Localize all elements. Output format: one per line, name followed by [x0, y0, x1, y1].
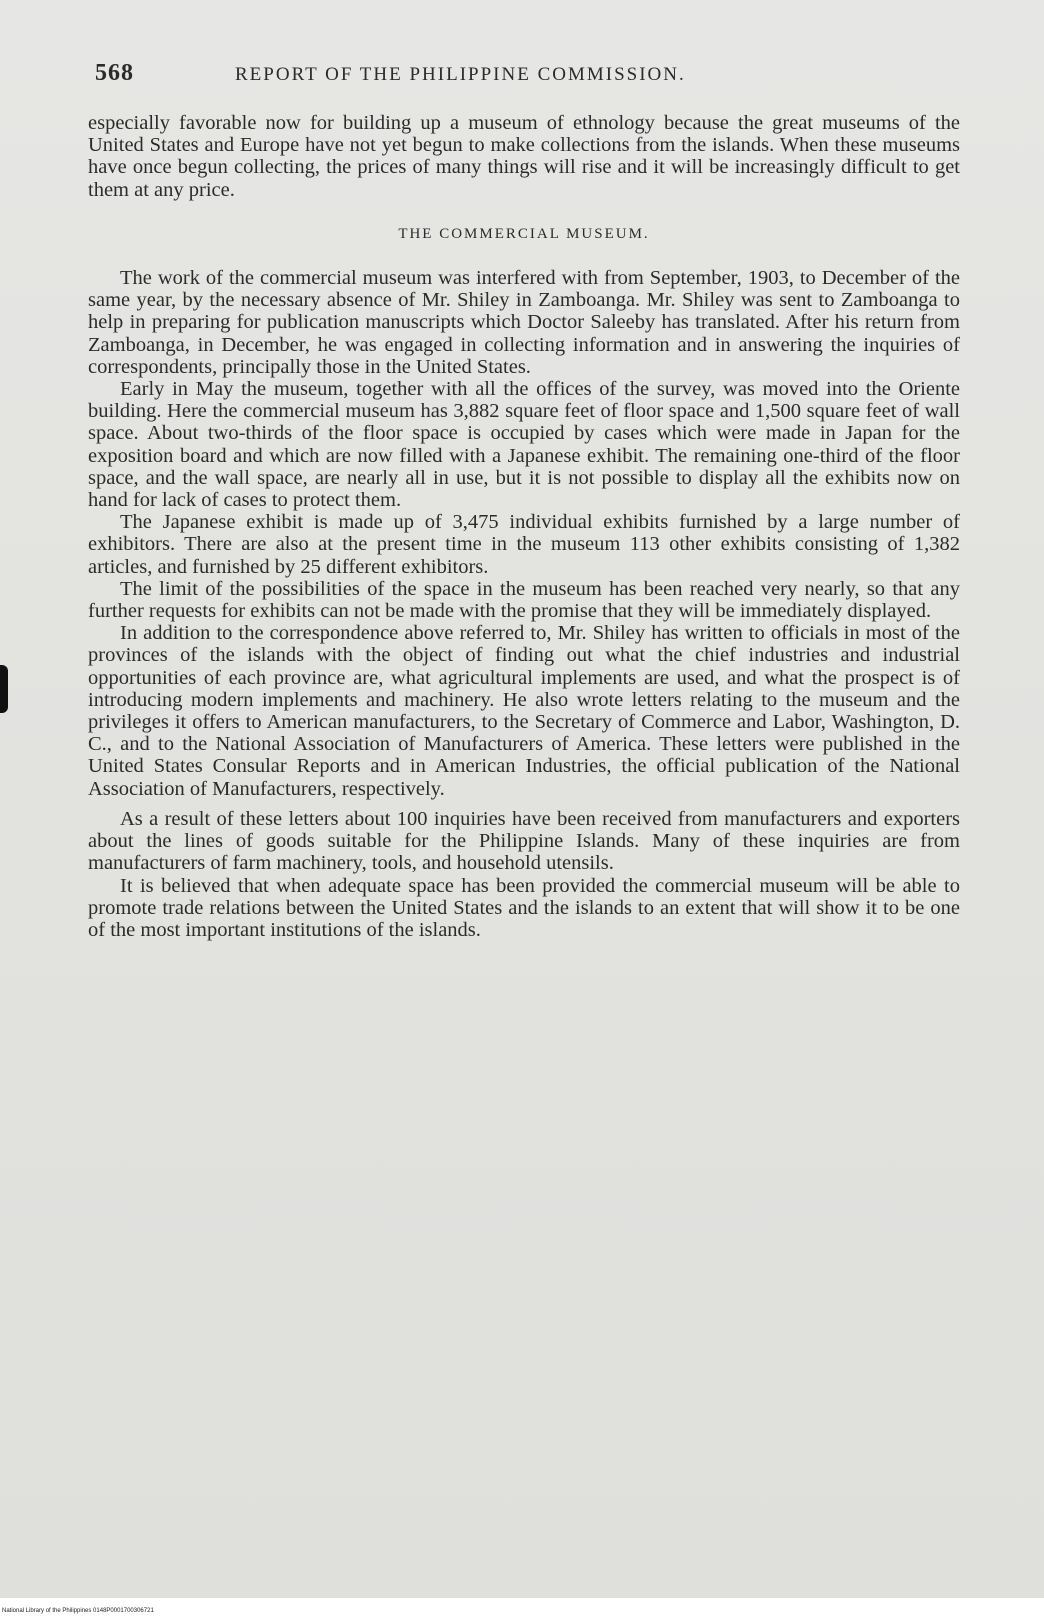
paragraph-gap [88, 800, 960, 808]
binding-mark [0, 665, 8, 713]
page-number: 568 [95, 60, 134, 86]
running-head: REPORT OF THE PHILIPPINE COMMISSION. [235, 64, 686, 85]
body-text [88, 112, 960, 941]
intro-paragraph: especially favorable now for building up a museum of ethnology because the great museums of the United States and Europe have not yet begun to make collections from the islands. When these museums have once begun collecting, the prices of many things will rise and it will be increasingly difficult to get them at any price. [88, 112, 960, 201]
paragraph-4: The limit of the possibilities of the space in the museum has been reached very nearly, so that any further requests for exhibits can not be made with the promise that they will be immediately displayed. [88, 577, 960, 623]
footer-strip [0, 1598, 1044, 1622]
section-heading: THE COMMERCIAL MUSEUM. [398, 225, 650, 242]
paragraph-2: Early in May the museum, together with all the offices of the survey, was moved into the Oriente building. Here the commercial museum has 3,882 square feet of floor space and 1,500 square feet of wall space. About two-thirds of the floor space is occupied by cases which were made in Japan for the exposition board and which are now filled with a Japanese exhibit. The remaining one-third of the floor space, and the wall space, are nearly all in use, but it is not possible to display all the exhibits now on hand for lack of cases to protect them. [88, 378, 960, 512]
page-header [95, 60, 935, 96]
paragraph-5: In addition to the correspondence above referred to, Mr. Shiley has written to officials in most of the provinces of the islands with the object of finding out what the chief industries and industrial opportunities of each province are, what agricultural implements are used, and what the prospect is of introducing modern implements and machinery. He also wrote letters relating to the museum and the privileges it offers to American manufacturers, to the Secretary of Commerce and Labor, Washington, D. C., and to the National Association of Manufacturers of America. These letters were published in the United States Consular Reports and in American Industries, the official publication of the National Association of Manufacturers, respectively. [88, 622, 960, 800]
paragraph-6: As a result of these letters about 100 inquiries have been received from manufacturers and exporters about the lines of goods suitable for the Philippine Islands. Many of these inquiries are from manufacturers of farm machinery, tools, and household utensils. [88, 807, 960, 875]
paragraph-1: The work of the commercial museum was interfered with from September, 1903, to December of the same year, by the necessary absence of Mr. Shiley in Zamboanga. Mr. Shiley was sent to Zamboanga to help in preparing for publication manuscripts which Doctor Saleeby has translated. After his return from Zamboanga, in December, he was engaged in collecting information and in answering the inquiries of correspondents, principally those in the United States. [88, 267, 960, 378]
footer-credit: National Library of the Philippines 0148P0001700306721 [2, 1608, 154, 1614]
paragraph-3: The Japanese exhibit is made up of 3,475 individual exhibits furnished by a large number of exhibitors. There are also at the present time in the museum 113 other exhibits consisting of 1,382 articles, and furnished by 25 different exhibitors. [88, 511, 960, 578]
paragraph-7: It is believed that when adequate space has been provided the commercial museum will be able to promote trade relations between the United States and the islands to an extent that will show it to be one of the most important institutions of the islands. [88, 874, 960, 941]
